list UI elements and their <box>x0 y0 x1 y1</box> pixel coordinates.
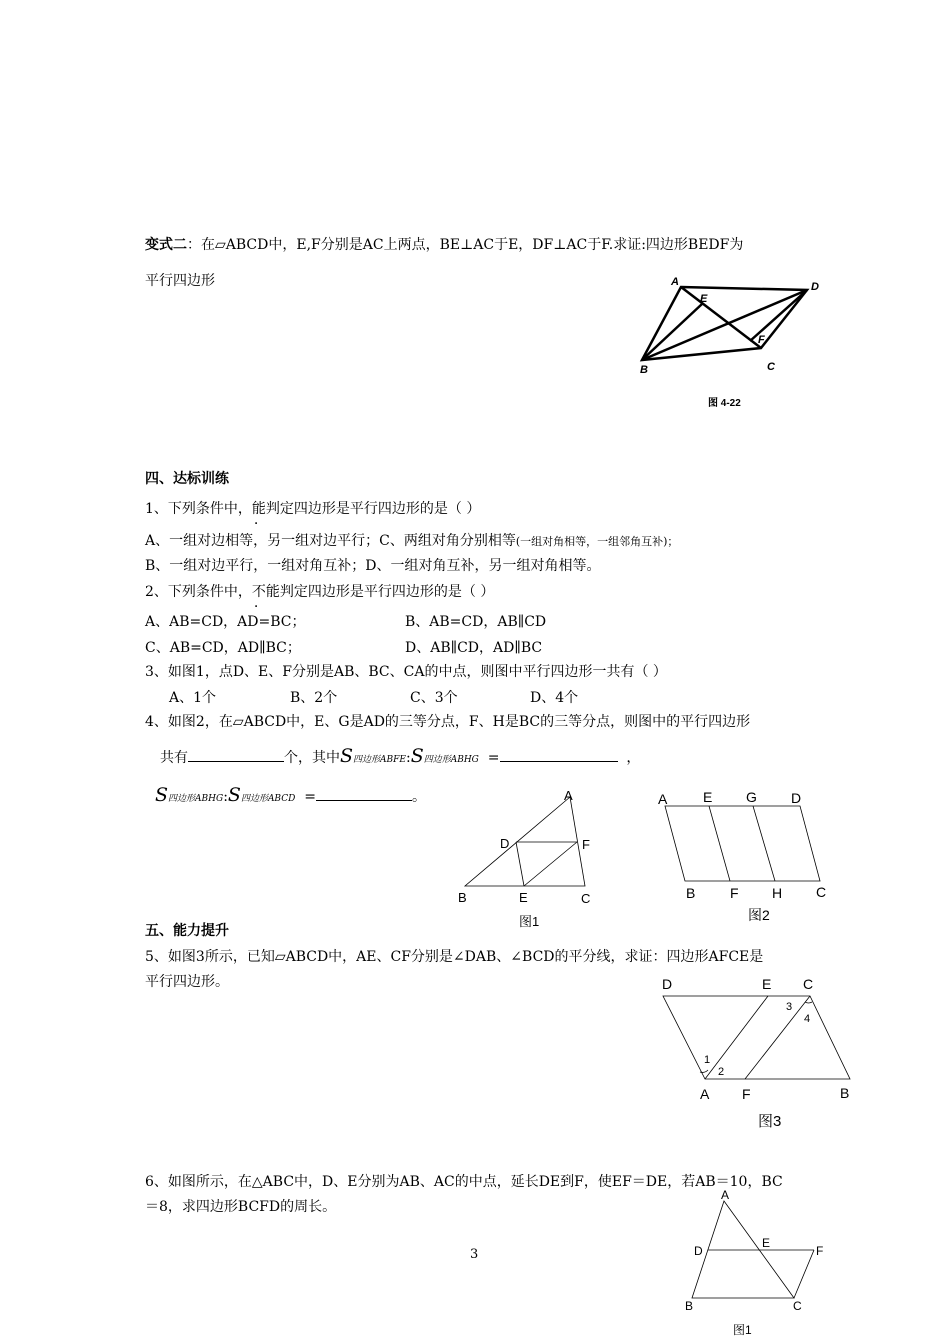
q4-line3 <box>155 782 426 812</box>
fig1a-label-B: B <box>458 890 467 905</box>
q4-blank-1[interactable] <box>188 747 284 762</box>
q4-sub-abcd: 四边形ABCD <box>240 794 296 804</box>
q1-option-ac: A、一组对边相等，另一组对边平行；C、两组对角分别相等 <box>145 533 516 549</box>
fig2-label-C: C <box>816 884 827 900</box>
q2-option-c: C、AB=CD，AD∥BC； <box>145 640 301 656</box>
fig3-angle-1: 1 <box>704 1054 711 1066</box>
fig422-label-D: D <box>811 281 819 293</box>
fig1b-label-F: F <box>816 1244 824 1258</box>
fig3-label-B: B <box>840 1085 850 1101</box>
fig422-label-E: E <box>700 293 708 305</box>
fig1b-label-A: A <box>721 1188 730 1202</box>
figure-2-parallelogram <box>650 785 840 925</box>
q1-option-c-note: (一组对角相等，一组邻角互补)； <box>515 535 679 548</box>
q1-options-bd: B、一组对边平行，一组对角互补；D、一组对角互补，另一组对角相等。 <box>145 558 601 574</box>
fig1a-label-F: F <box>582 837 590 852</box>
figure-3-parallelogram <box>650 970 860 1135</box>
q4-colon-2: : <box>223 789 228 805</box>
fig2-label-A: A <box>658 791 668 807</box>
q5-line2: 平行四边形。 <box>145 974 229 990</box>
fig3-label-E: E <box>762 976 772 992</box>
q5-line1: 5、如图3所示，已知▱ABCD中，AE、CF分别是∠DAB、∠BCD的平分线，求证：四边形AFCE是 <box>145 949 764 965</box>
fig2-caption: 图2 <box>748 907 770 923</box>
q4-period: 。 <box>411 789 426 805</box>
q1-pre: 1、下列条件中， <box>145 501 252 517</box>
fig422-label-C: C <box>767 361 775 373</box>
fig2-label-G: G <box>746 789 757 805</box>
q4-qizhong: 个，其中 <box>284 750 340 766</box>
fig422-label-A: A <box>671 276 679 288</box>
q4-blank-3[interactable] <box>316 786 412 801</box>
section4-title: 四、达标训练 <box>145 471 229 487</box>
q2-option-d: D、AB∥CD，AD∥BC <box>405 640 543 656</box>
q2-emphasis: 不能 <box>251 584 280 600</box>
q6-line1: 6、如图所示，在△ABC中，D、E分别为AB、AC的中点，延长DE到F，使EF＝DE，若AB＝10，BC <box>145 1174 783 1190</box>
page-number: 3 <box>470 1247 479 1262</box>
q4-sub-abhg-2: 四边形ABHG <box>168 794 224 804</box>
q2-post: 判定四边形是平行四边形的是（ ） <box>279 584 495 600</box>
q4-sub-abfe: 四边形ABFE <box>353 755 406 765</box>
q4-text: 4、如图2，在▱ABCD中，E、G是AD的三等分点，F、H是BC的三等分点，则图中的平行四边形 <box>145 714 751 730</box>
q2-line <box>145 583 494 601</box>
fig3-angle-4: 4 <box>804 1013 811 1025</box>
fig1b-label-E: E <box>762 1236 771 1250</box>
q6-line2: ＝8，求四边形BCFD的周长。 <box>145 1199 337 1215</box>
q2-option-b: B、AB=CD，AB∥CD <box>405 614 547 630</box>
fig2-label-B: B <box>686 885 696 901</box>
fig3-angle-2: 2 <box>718 1066 725 1078</box>
q3-option-d: D、4个 <box>530 690 579 706</box>
fig1a-caption: 图1 <box>519 914 540 929</box>
figure-1-triangle <box>450 782 610 932</box>
figure-4-22 <box>630 270 840 420</box>
q4-equals-1: = <box>487 750 500 766</box>
section5-title: 五、能力提升 <box>145 923 229 939</box>
q3-option-b: B、2个 <box>290 690 338 706</box>
q4-S4: S <box>227 784 241 806</box>
fig2-label-H: H <box>772 885 783 901</box>
q4-blank-2[interactable] <box>500 747 618 762</box>
variant2-text2: 平行四边形 <box>145 273 215 289</box>
fig3-label-A: A <box>700 1086 710 1102</box>
fig1a-label-A: A <box>564 788 573 803</box>
fig2-label-E: E <box>703 789 713 805</box>
fig1b-caption: 图1 <box>733 1323 752 1337</box>
q4-equals-2: = <box>304 789 316 805</box>
fig2-label-D: D <box>791 790 802 806</box>
q1-options-ac <box>145 532 678 551</box>
fig2-label-F: F <box>730 885 739 901</box>
fig1a-label-E: E <box>519 890 528 905</box>
q3-option-a: A、1个 <box>169 690 217 706</box>
variant2-text1: ：在▱ABCD中，E,F分别是AC上两点，BE⊥AC于E，DF⊥AC于F.求证:四边形BEDF为 <box>187 237 744 253</box>
q4-line2 <box>160 744 640 772</box>
fig3-label-C: C <box>803 976 814 992</box>
q2-pre: 2、下列条件中， <box>145 584 252 600</box>
q4-comma: ， <box>626 750 641 766</box>
q1-post: 判定四边形是平行四边形的是（ ） <box>265 501 481 517</box>
q3-option-c: C、3个 <box>410 690 458 706</box>
fig422-label-F: F <box>758 334 765 346</box>
figure-1-extended <box>680 1185 840 1344</box>
fig3-caption: 图3 <box>758 1113 782 1130</box>
q4-S2: S <box>410 745 424 767</box>
fig1a-label-C: C <box>581 891 591 906</box>
fig422-label-B: B <box>640 364 648 376</box>
q4-colon-1: : <box>405 750 411 766</box>
fig3-label-F: F <box>742 1086 751 1102</box>
variant2-label: 变式二 <box>145 237 187 253</box>
q1-emphasis: 能 <box>251 501 266 517</box>
fig3-angle-3: 3 <box>786 1001 793 1013</box>
q4-S1: S <box>340 745 354 767</box>
fig422-caption: 图 4-22 <box>708 398 741 409</box>
fig1b-label-C: C <box>793 1299 802 1313</box>
q4-S3: S <box>155 784 169 806</box>
fig1b-label-D: D <box>694 1244 703 1258</box>
q2-option-a: A、AB=CD，AD=BC； <box>145 614 306 630</box>
fig3-label-D: D <box>662 976 673 992</box>
fig1b-label-B: B <box>685 1299 694 1313</box>
q3-text: 3、如图1，点D、E、F分别是AB、BC、CA的中点，则图中平行四边形一共有（ ） <box>145 664 667 680</box>
variant2-line1 <box>145 236 743 254</box>
fig1a-label-D: D <box>500 836 510 851</box>
q4-sub-abhg-1: 四边形ABHG <box>423 755 479 765</box>
q1-line <box>145 500 480 518</box>
q4-gongyou: 共有 <box>160 750 188 766</box>
